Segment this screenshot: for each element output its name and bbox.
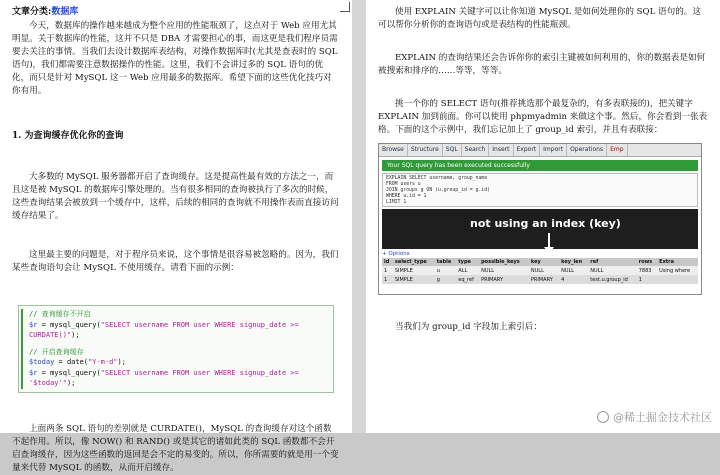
code-comment: // 开启查询缓存 (29, 347, 84, 356)
paragraph-curdate: 上面两条 SQL 语句的差别就是 CURDATE()，MySQL 的查询缓存对这个函数不起作用。所以，像 NOW() 和 RAND() 或是其它的诸如此类的 SQL 函数都不会开启查询缓存，因为这些函数的返回是会不定的易变的。所以，你所需要的就是用一个变量来代替 MySQL 的函数，从而开启缓存。 (12, 423, 339, 473)
paragraph-select: 挑一个你的 SELECT 语句(推荐挑选那个最复杂的，有多表联接的)，把关键字 EXPLAIN 加到前面。你可以使用 phpmyadmin 来做这个事。然后，你会看到一张表格。下面的这个示例中，我们忘记加上了 group_id 索引，并且有表联接： (378, 99, 708, 135)
paragraph-problem: 这里最主要的问题是，对于程序员来说，这个事情是很容易被忽略的。因为，我们某些查询语句会让 MySQL 不使用缓存。请看下面的示例： (12, 250, 339, 273)
tab-structure[interactable]: Structure (408, 144, 443, 156)
tab-insert[interactable]: Insert (489, 144, 513, 156)
callout-text: not using an index (key) (470, 217, 621, 230)
explain-table (382, 258, 698, 284)
arrow-head-icon (544, 247, 554, 254)
table-row: 1 SIMPLE u ALL NULL NULL NULL NULL 7883 Using where (382, 266, 698, 275)
table-header-row: id select_type table type possible_keys key key_len ref rows Extra (382, 258, 698, 266)
left-page (0, 0, 352, 473)
paragraph-query-cache: 大多数的 MySQL 服务器都开启了查询缓存。这是提高性最有效的方法之一，而且这是被 MySQL 的数据库引擎处理的。当有很多相同的查询被执行了多次的时候，这些查询结果会被放到一个缓存中，这样，后续的相同的查询就不用操作表而直接访问缓存结果了。 (12, 172, 339, 221)
sql-query-box: EXPLAIN SELECT username, group_name FROM users u JOIN groups g ON (u.group_id = g.id) WHERE u.id = 1 LIMIT 1 (382, 173, 698, 207)
juejin-logo-icon (597, 411, 609, 423)
article-category: 文章分类:数据库 (12, 7, 79, 17)
page-gutter (352, 0, 366, 433)
tab-export[interactable]: Export (514, 144, 541, 156)
code-line: $r = mysql_query("SELECT username FROM user WHERE signup_date >= CURDATE()"); (29, 320, 299, 339)
section-heading: 1. 为查询缓存优化你的查询 (12, 131, 124, 141)
watermark: @稀土掘金技术社区 (597, 409, 712, 425)
category-link[interactable]: 数据库 (51, 7, 79, 17)
callout-band (382, 209, 698, 249)
tab-sql[interactable]: SQL (443, 144, 462, 156)
tab-empty[interactable]: Emp (607, 144, 627, 156)
tab-import[interactable]: Import (540, 144, 567, 156)
code-block (18, 305, 334, 393)
table-row: 1 SIMPLE g eq_ref PRIMARY PRIMARY 4 test.u.group_id 1 (382, 275, 698, 284)
code-line: $today = date("Y-m-d"); (29, 358, 126, 366)
tab-browse[interactable]: Browse (379, 144, 408, 156)
tab-operations[interactable]: Operations (567, 144, 607, 156)
options-link[interactable]: + Options (382, 251, 410, 257)
tab-search[interactable]: Search (462, 144, 490, 156)
paragraph-explain-result: EXPLAIN 的查询结果还会告诉你你的索引主键被如何利用的，你的数据表是如何被搜索和排序的……等等，等等。 (378, 53, 706, 76)
right-page (366, 0, 720, 433)
phpmyadmin-screenshot (378, 143, 702, 295)
code-line: $r = mysql_query("SELECT username FROM user WHERE signup_date >= '$today'"); (29, 368, 299, 387)
code-comment: // 查询缓存不开启 (29, 310, 91, 318)
paragraph-explain: 使用 EXPLAIN 关键字可以让你知道 MySQL 是如何处理你的 SQL 语句的。这可以帮你分析你的查询语句或是表结构的性能瓶颈。 (378, 7, 701, 30)
page-corner-marker (340, 2, 350, 12)
paragraph-add-index: 当我们为 group_id 字段加上索引后： (395, 322, 542, 332)
success-message: Your SQL query has been executed successfully (382, 160, 698, 171)
pma-tabbar (379, 144, 701, 157)
intro-paragraph: 今天，数据库的操作越来越成为整个应用的性能瓶颈了，这点对于 Web 应用尤其明显。关于数据库的性能，这并不只是 DBA 才需要担心的事，而这更是我们程序员需要去关注的事情。当我们去设计数据库表结构，对操作数据库时(尤其是查表时的 SQL 语句)，我们都需要注意数据操作的性能。这里，我们不会讲过多的 SQL 语句的优化，而只是针对 MySQL 这一 Web 应用最多的数据库。希望下面的这些优化技巧对你有用。 (12, 21, 338, 96)
